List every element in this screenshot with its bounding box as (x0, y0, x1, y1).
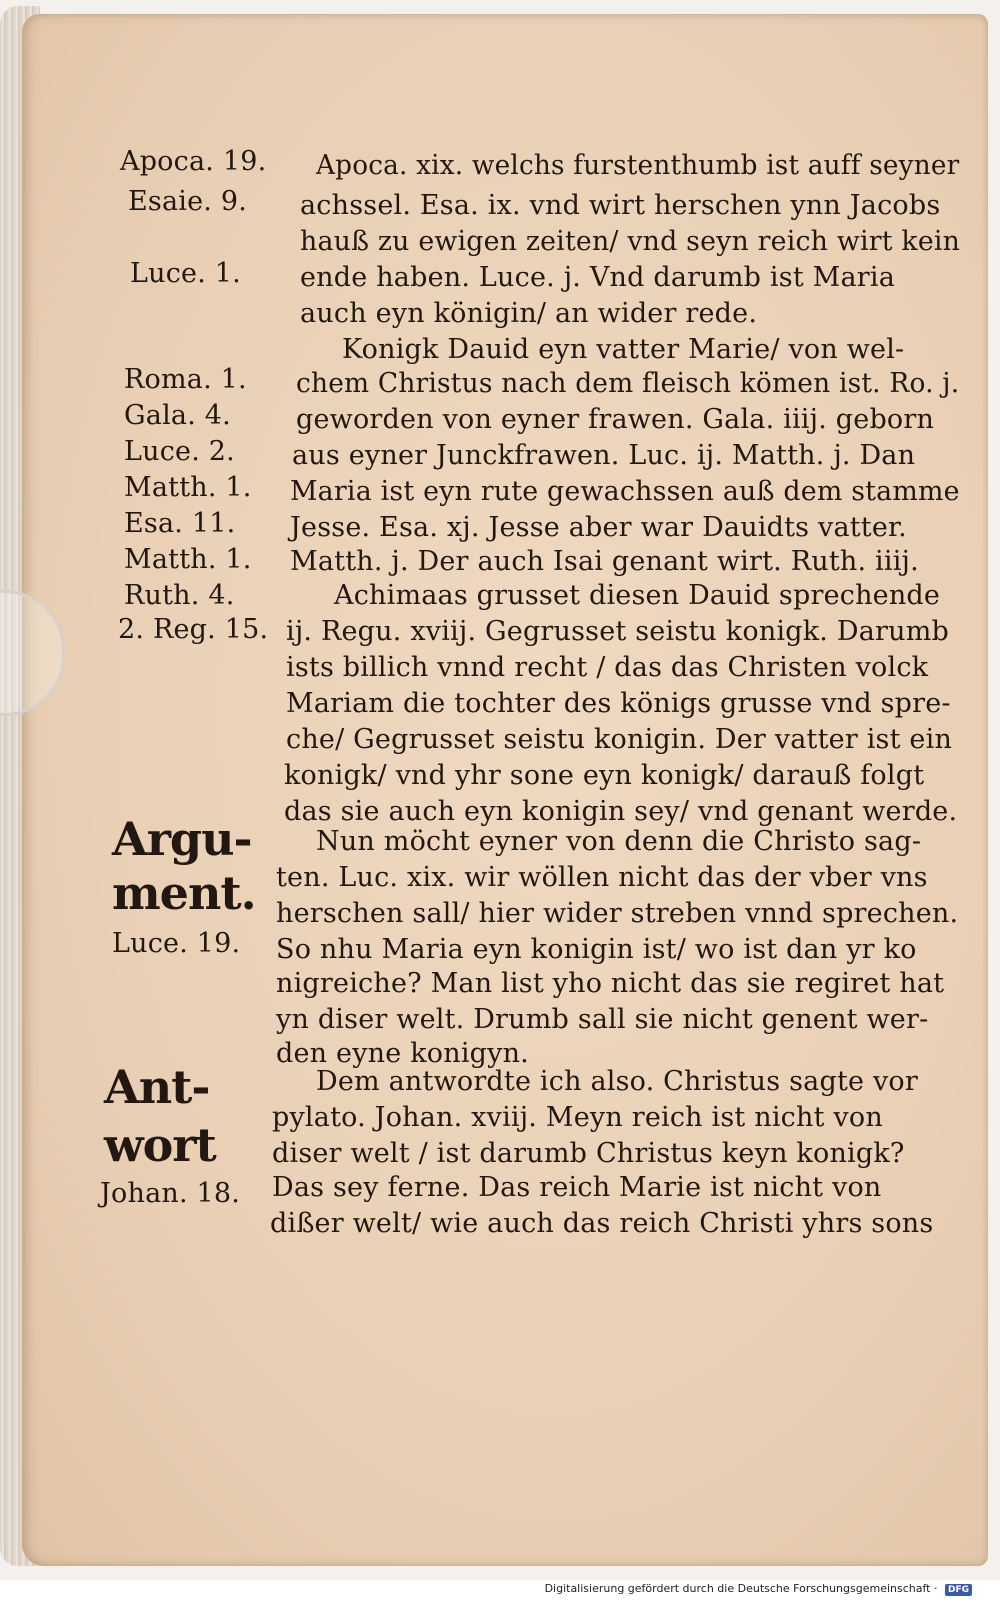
text-line: das sie auch eyn konigin sey/ vnd genant werde. (284, 796, 958, 827)
margin-note-luce-2: Luce. 2. (124, 436, 235, 467)
text-line: Maria ist eyn rute gewachssen auß dem stamme (290, 476, 960, 507)
text-line: diser welt / ist darumb Christus keyn konigk? (272, 1138, 905, 1169)
margin-note-gala: Gala. 4. (124, 400, 231, 431)
dfg-logo: DFG (945, 1584, 972, 1596)
margin-note-esaie: Esaie. 9. (128, 186, 248, 217)
text-line: Nun möcht eyner von denn die Christo sag- (316, 826, 922, 857)
text-line: ists billich vnnd recht / das das Christen volck (286, 652, 929, 683)
text-line: ten. Luc. xix. wir wöllen nicht das der vber vns (276, 862, 928, 893)
margin-note-luce-1: Luce. 1. (130, 258, 241, 289)
margin-heading-ment: ment. (112, 866, 256, 920)
margin-note-matth-1b: Matth. 1. (124, 544, 252, 575)
text-line: pylato. Johan. xviij. Meyn reich ist nicht von (272, 1102, 883, 1133)
margin-note-johan: Johan. 18. (100, 1178, 241, 1209)
text-line: geworden von eyner frawen. Gala. iiij. geborn (296, 404, 935, 435)
text-line: nigreiche? Man list yho nicht das sie regiret hat (276, 968, 945, 999)
margin-heading-wort: wort (104, 1118, 216, 1172)
text-line: yn diser welt. Drumb sall sie nicht genent wer- (276, 1004, 929, 1035)
text-line: Apoca. xix. welchs furstenthumb ist auff seyner (316, 150, 960, 181)
margin-note-apoca: Apoca. 19. (120, 146, 267, 177)
text-line: den eyne konigyn. (276, 1038, 529, 1069)
text-line: Jesse. Esa. xj. Jesse aber war Dauidts vatter. (290, 512, 907, 543)
margin-note-esa: Esa. 11. (124, 508, 236, 539)
text-line: Das sey ferne. Das reich Marie ist nicht von (272, 1172, 882, 1203)
text-line: ij. Regu. xviij. Gegrusset seistu konigk. Darumb (286, 616, 949, 647)
margin-heading-argu: Argu- (112, 812, 252, 866)
margin-heading-ant: Ant- (104, 1060, 210, 1114)
text-line: herschen sall/ hier wider streben vnnd sprechen. (276, 898, 959, 929)
text-line: So nhu Maria eyn konigin ist/ wo ist dan yr ko (276, 934, 917, 965)
margin-note-luce-19: Luce. 19. (112, 928, 241, 959)
text-line: Konigk Dauid eyn vatter Marie/ von wel- (342, 334, 905, 365)
credit-text: Digitalisierung gefördert durch die Deutsche Forschungsgemeinschaft · (544, 1582, 938, 1595)
text-line: Mariam die tochter des königs grusse vnd spre- (286, 688, 951, 719)
digitization-credit (545, 1582, 972, 1596)
text-line: Matth. j. Der auch Isai genant wirt. Ruth. iiij. (290, 546, 919, 577)
text-line: aus eyner Junckfrawen. Luc. ij. Matth. j. Dan (292, 440, 916, 471)
text-line: dißer welt/ wie auch das reich Christi yhrs sons (270, 1208, 934, 1239)
margin-note-ruth: Ruth. 4. (124, 580, 235, 611)
text-line: ende haben. Luce. j. Vnd darumb ist Maria (300, 262, 896, 293)
margin-note-reg: 2. Reg. 15. (118, 614, 269, 645)
text-line: che/ Gegrusset seistu konigin. Der vatter ist ein (286, 724, 953, 755)
text-line: konigk/ vnd yhr sone eyn konigk/ darauß folgt (284, 760, 925, 791)
text-line: chem Christus nach dem fleisch kömen ist. Ro. j. (296, 368, 960, 399)
text-line: auch eyn königin/ an wider rede. (300, 298, 758, 329)
text-line: achssel. Esa. ix. vnd wirt herschen ynn Jacobs (300, 190, 941, 221)
text-line: Achimaas grusset diesen Dauid sprechende (334, 580, 941, 611)
text-line: hauß zu ewigen zeiten/ vnd seyn reich wirt kein (300, 226, 961, 257)
margin-note-roma: Roma. 1. (124, 364, 247, 395)
text-line: Dem antwordte ich also. Christus sagte vor (316, 1066, 918, 1097)
margin-note-matth-1a: Matth. 1. (124, 472, 252, 503)
